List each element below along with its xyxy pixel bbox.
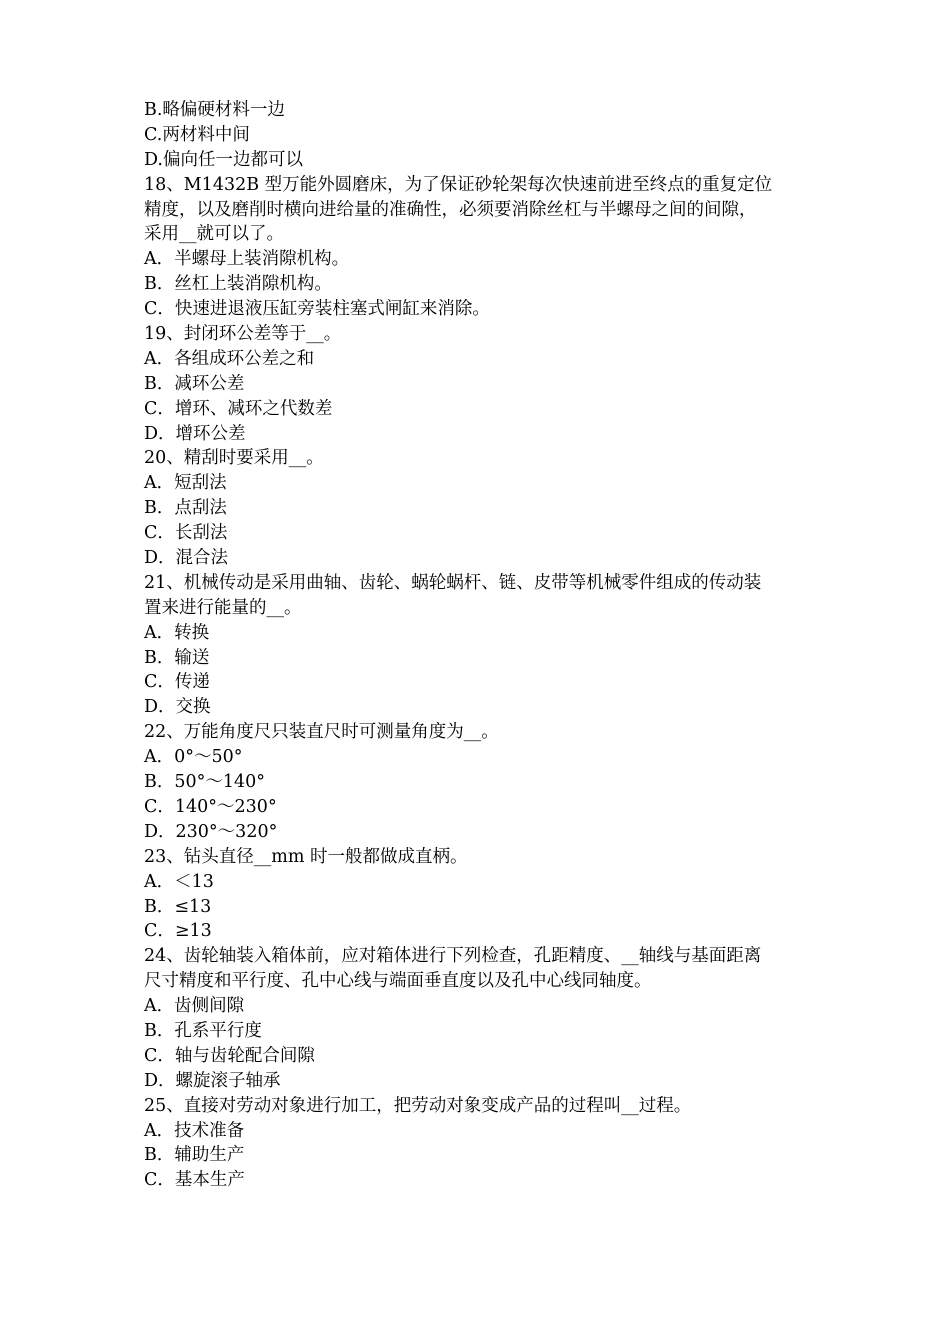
option-line: B.略偏硬材料一边 <box>144 100 285 120</box>
option-line: A．转换 <box>144 622 210 643</box>
option-line: C．长刮法 <box>144 523 228 544</box>
option-line: C.两材料中间 <box>144 124 250 145</box>
question-text-line: 置来进行能量的__。 <box>144 597 302 618</box>
question-17-options-continued <box>144 98 816 173</box>
question-text-line: 19、封闭环公差等于__。 <box>144 324 342 345</box>
question-text-line: 采用__就可以了。 <box>144 224 284 245</box>
question-22 <box>144 720 816 844</box>
option-line: C．传递 <box>144 672 210 693</box>
question-text-line: 21、机械传动是采用曲轴、齿轮、蜗轮蜗杆、链、皮带等机械零件组成的传动装 <box>144 572 762 593</box>
option-line: A．短刮法 <box>144 473 227 494</box>
option-line: B．≤13 <box>144 896 212 917</box>
question-text-line: 精度，以及磨削时横向进给量的准确性，必须要消除丝杠与半螺母之间的间隙， <box>144 199 757 220</box>
option-line: A．齿侧间隙 <box>144 996 245 1017</box>
option-line: D．混合法 <box>144 548 229 569</box>
option-line: B．点刮法 <box>144 498 227 519</box>
question-19 <box>144 322 816 446</box>
option-line: C．增环、减环之代数差 <box>144 398 333 419</box>
option-line: A．＜13 <box>144 871 214 892</box>
question-text-line: 18、M1432B 型万能外圆磨床，为了保证砂轮架每次快速前进至终点的重复定位 <box>144 174 773 195</box>
question-text-line: 20、精刮时要采用__。 <box>144 448 324 469</box>
option-line: D．230°～320° <box>144 821 278 842</box>
option-line: B．丝杠上装消隙机构。 <box>144 274 332 295</box>
option-line: C．140°～230° <box>144 796 277 817</box>
question-text-line: 22、万能角度尺只装直尺时可测量角度为__。 <box>144 722 499 743</box>
option-line: C．基本生产 <box>144 1170 245 1191</box>
question-text-line: 24、齿轮轴装入箱体前，应对箱体进行下列检查，孔距精度、__轴线与基面距离 <box>144 946 762 967</box>
question-23 <box>144 845 816 945</box>
option-line: A．技术准备 <box>144 1120 245 1141</box>
option-line: B．输送 <box>144 647 210 668</box>
option-line: B．减环公差 <box>144 373 245 394</box>
option-line: C．轴与齿轮配合间隙 <box>144 1045 315 1066</box>
document-page <box>144 98 816 1193</box>
option-line: B．辅助生产 <box>144 1145 245 1166</box>
question-text-line: 23、钻头直径__mm 时一般都做成直柄。 <box>144 846 468 867</box>
option-line: D．增环公差 <box>144 423 246 444</box>
option-line: B．50°～140° <box>144 772 266 793</box>
option-line: A．各组成环公差之和 <box>144 348 315 369</box>
question-25 <box>144 1094 816 1194</box>
option-line: A．半螺母上装消隙机构。 <box>144 249 350 270</box>
option-line: C．≥13 <box>144 921 212 942</box>
question-text-line: 尺寸精度和平行度、孔中心线与端面垂直度以及孔中心线同轴度。 <box>144 971 652 992</box>
question-text-line: 25、直接对劳动对象进行加工，把劳动对象变成产品的过程叫__过程。 <box>144 1095 692 1116</box>
option-line: C．快速进退液压缸旁装柱塞式闸缸来消除。 <box>144 299 490 320</box>
option-line: D．交换 <box>144 697 211 718</box>
question-18 <box>144 173 816 322</box>
option-line: D.偏向任一边都可以 <box>144 149 303 170</box>
question-20 <box>144 446 816 570</box>
option-line: A．0°～50° <box>144 747 243 768</box>
question-21 <box>144 571 816 720</box>
question-24 <box>144 944 816 1093</box>
option-line: B．孔系平行度 <box>144 1020 262 1041</box>
option-line: D．螺旋滚子轴承 <box>144 1070 281 1091</box>
